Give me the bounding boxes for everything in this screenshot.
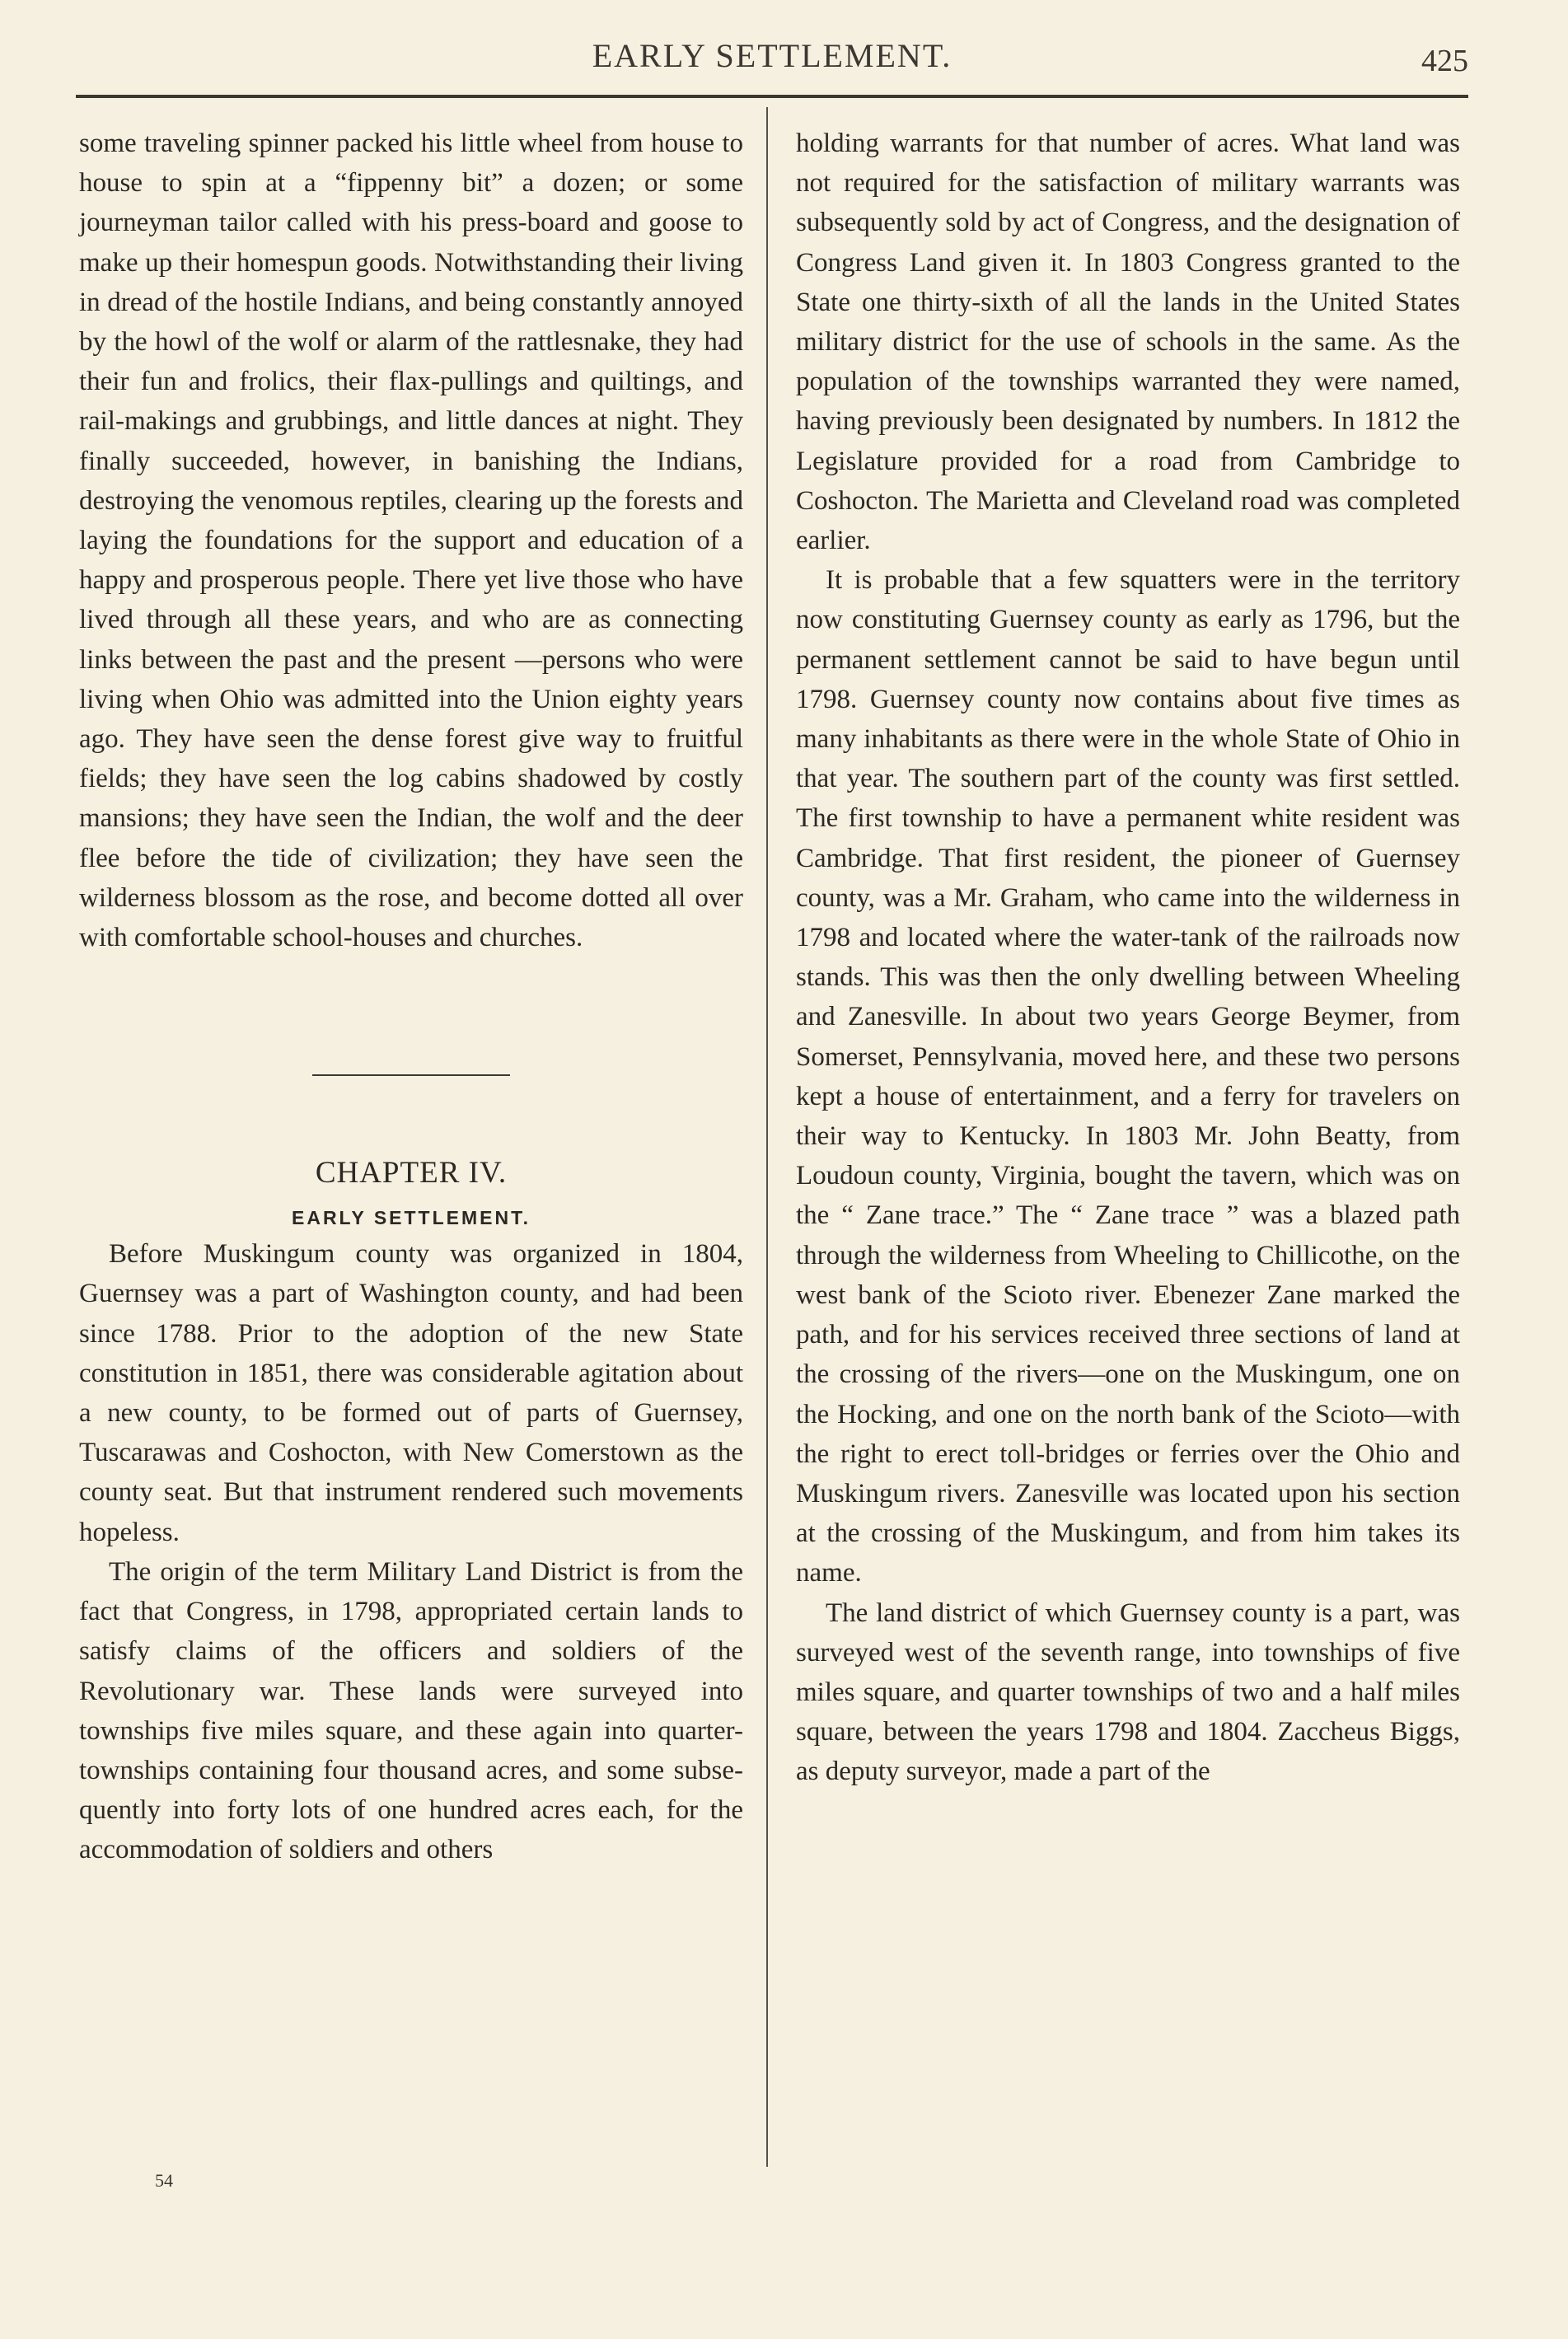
chapter-paragraph-1: Before Muskingum county was organized in 1804, Guernsey was a part of Washington county, and had been since 1788. Prior to the adoption of the new State constitution in 1851, there was considerable agitation about a new county, to be formed out of parts of Guernsey, Tuscarawas and Coshocton, with New Comerstown as the county seat. But that instrument rendered such movements hopeless. — [79, 1239, 743, 1547]
column-divider — [766, 107, 768, 2167]
page-number: 425 — [1421, 44, 1468, 78]
right-paragraph-3: The land district of which Guernsey county is a part, was surveyed west of the seventh range, into townships of five miles square, and quarter townships of two and a half miles square, between the years 1798 and 1804. Zaccheus Biggs, as deputy surveyor, made a part of the — [796, 1598, 1460, 1787]
chapter-title: CHAPTER IV. — [315, 1156, 508, 1191]
running-title: EARLY SETTLEMENT. — [592, 37, 953, 74]
header-rule — [76, 95, 1468, 98]
chapter-subtitle: EARLY SETTLEMENT. — [292, 1207, 531, 1229]
chapter-paragraph-2: The origin of the term Military Land District is from the fact that Congress, in 1798, appropriated certain lands to satisfy claims of the officers and soldiers of the Revolutionary war. These lands were surveyed into townships five miles square, and these again into quarter-townships containing four thousand acres, and some subsequently into forty lots of one hundred acres each, for the accommodation of soldiers and others — [79, 1556, 743, 1865]
left-paragraph-1: some traveling spinner packed his little wheel from house to house to spin at a “fippenny bit” a dozen; or some journeyman tailor called with his press-board and goose to make up their homespun goods. Notwithstanding their living in dread of the hostile Indians, and being constantly annoyed by the howl of the wolf or alarm of the rattlesnake, they had their fun and frolics, their flax-pullings and quiltings, and rail-makings and grubbings, and little dances at night. They finally succeeded, however, in banishing the Indians, destroying the venomous reptiles, clearing up the forests and laying the foundations for the support and education of a happy and prosperous people. There yet live those who have lived through all these years, and who are as connecting links between the past and the present —persons who were living when Ohio was admitted into the Union eighty years ago. They have seen the dense forest give way to fruitful fields; they have seen the log cabins shadowed by costly mansions; they have seen the Indian, the wolf and the deer flee before the tide of civilization; they have seen the wilderness blossom as the rose, and become dotted all over with comfortable school-houses and churches. — [79, 129, 743, 953]
right-column — [796, 124, 1460, 1792]
running-head — [76, 36, 1468, 86]
right-paragraph-1: holding warrants for that number of acres. What land was not required for the satisfaction of military warrants was subsequently sold by act of Congress, and the designation of Congress Land given it. In 1803 Congress granted to the State one thirty-sixth of all the lands in the United States military district for the use of schools in the same. As the population of the townships warranted they were named, having previously been designated by numbers. In 1812 the Legislature provided for a road from Cambridge to Coshocton. The Marietta and Cleveland road was completed earlier. — [796, 129, 1460, 556]
section-rule — [312, 1074, 510, 1076]
left-column — [79, 124, 743, 1870]
right-paragraph-2: It is probable that a few squatters were in the territory now constituting Guernsey county as early as 1796, but the permanent settlement cannot be said to have begun until 1798. Guernsey county now contains about five times as many inhabitants as there were in the whole State of Ohio in that year. The southern part of the county was first settled. The first township to have a permanent white resident was Cambridge. That first resident, the pioneer of Guernsey county, was a Mr. Graham, who came into the wilderness in 1798 and located where the water-tank of the railroads now stands. This was then the only dwelling between Wheeling and Zanesville. In about two years George Beymer, from Somerset, Pennsylvania, moved here, and these two persons kept a house of entertainment, and a ferry for travelers on their way to Kentucky. In 1803 Mr. John Beatty, from Loudoun county, Virginia, bought the tavern, which was on the “ Zane trace.” The “ Zane trace ” was a blazed path through the wilderness from Wheeling to Chillicothe, on the west bank of the Scioto river. Ebenezer Zane marked the path, and for his services received three sections of land at the crossing of the rivers—one on the Muskingum, one on the Hocking, and one on the north bank of the Scioto—with the right to erect toll-bridges or ferries over the Ohio and Muskingum rivers. Zanesville was located upon his section at the crossing of the Muskingum, and from him takes its name. — [796, 565, 1460, 1588]
signature-mark: 54 — [155, 2170, 173, 2191]
